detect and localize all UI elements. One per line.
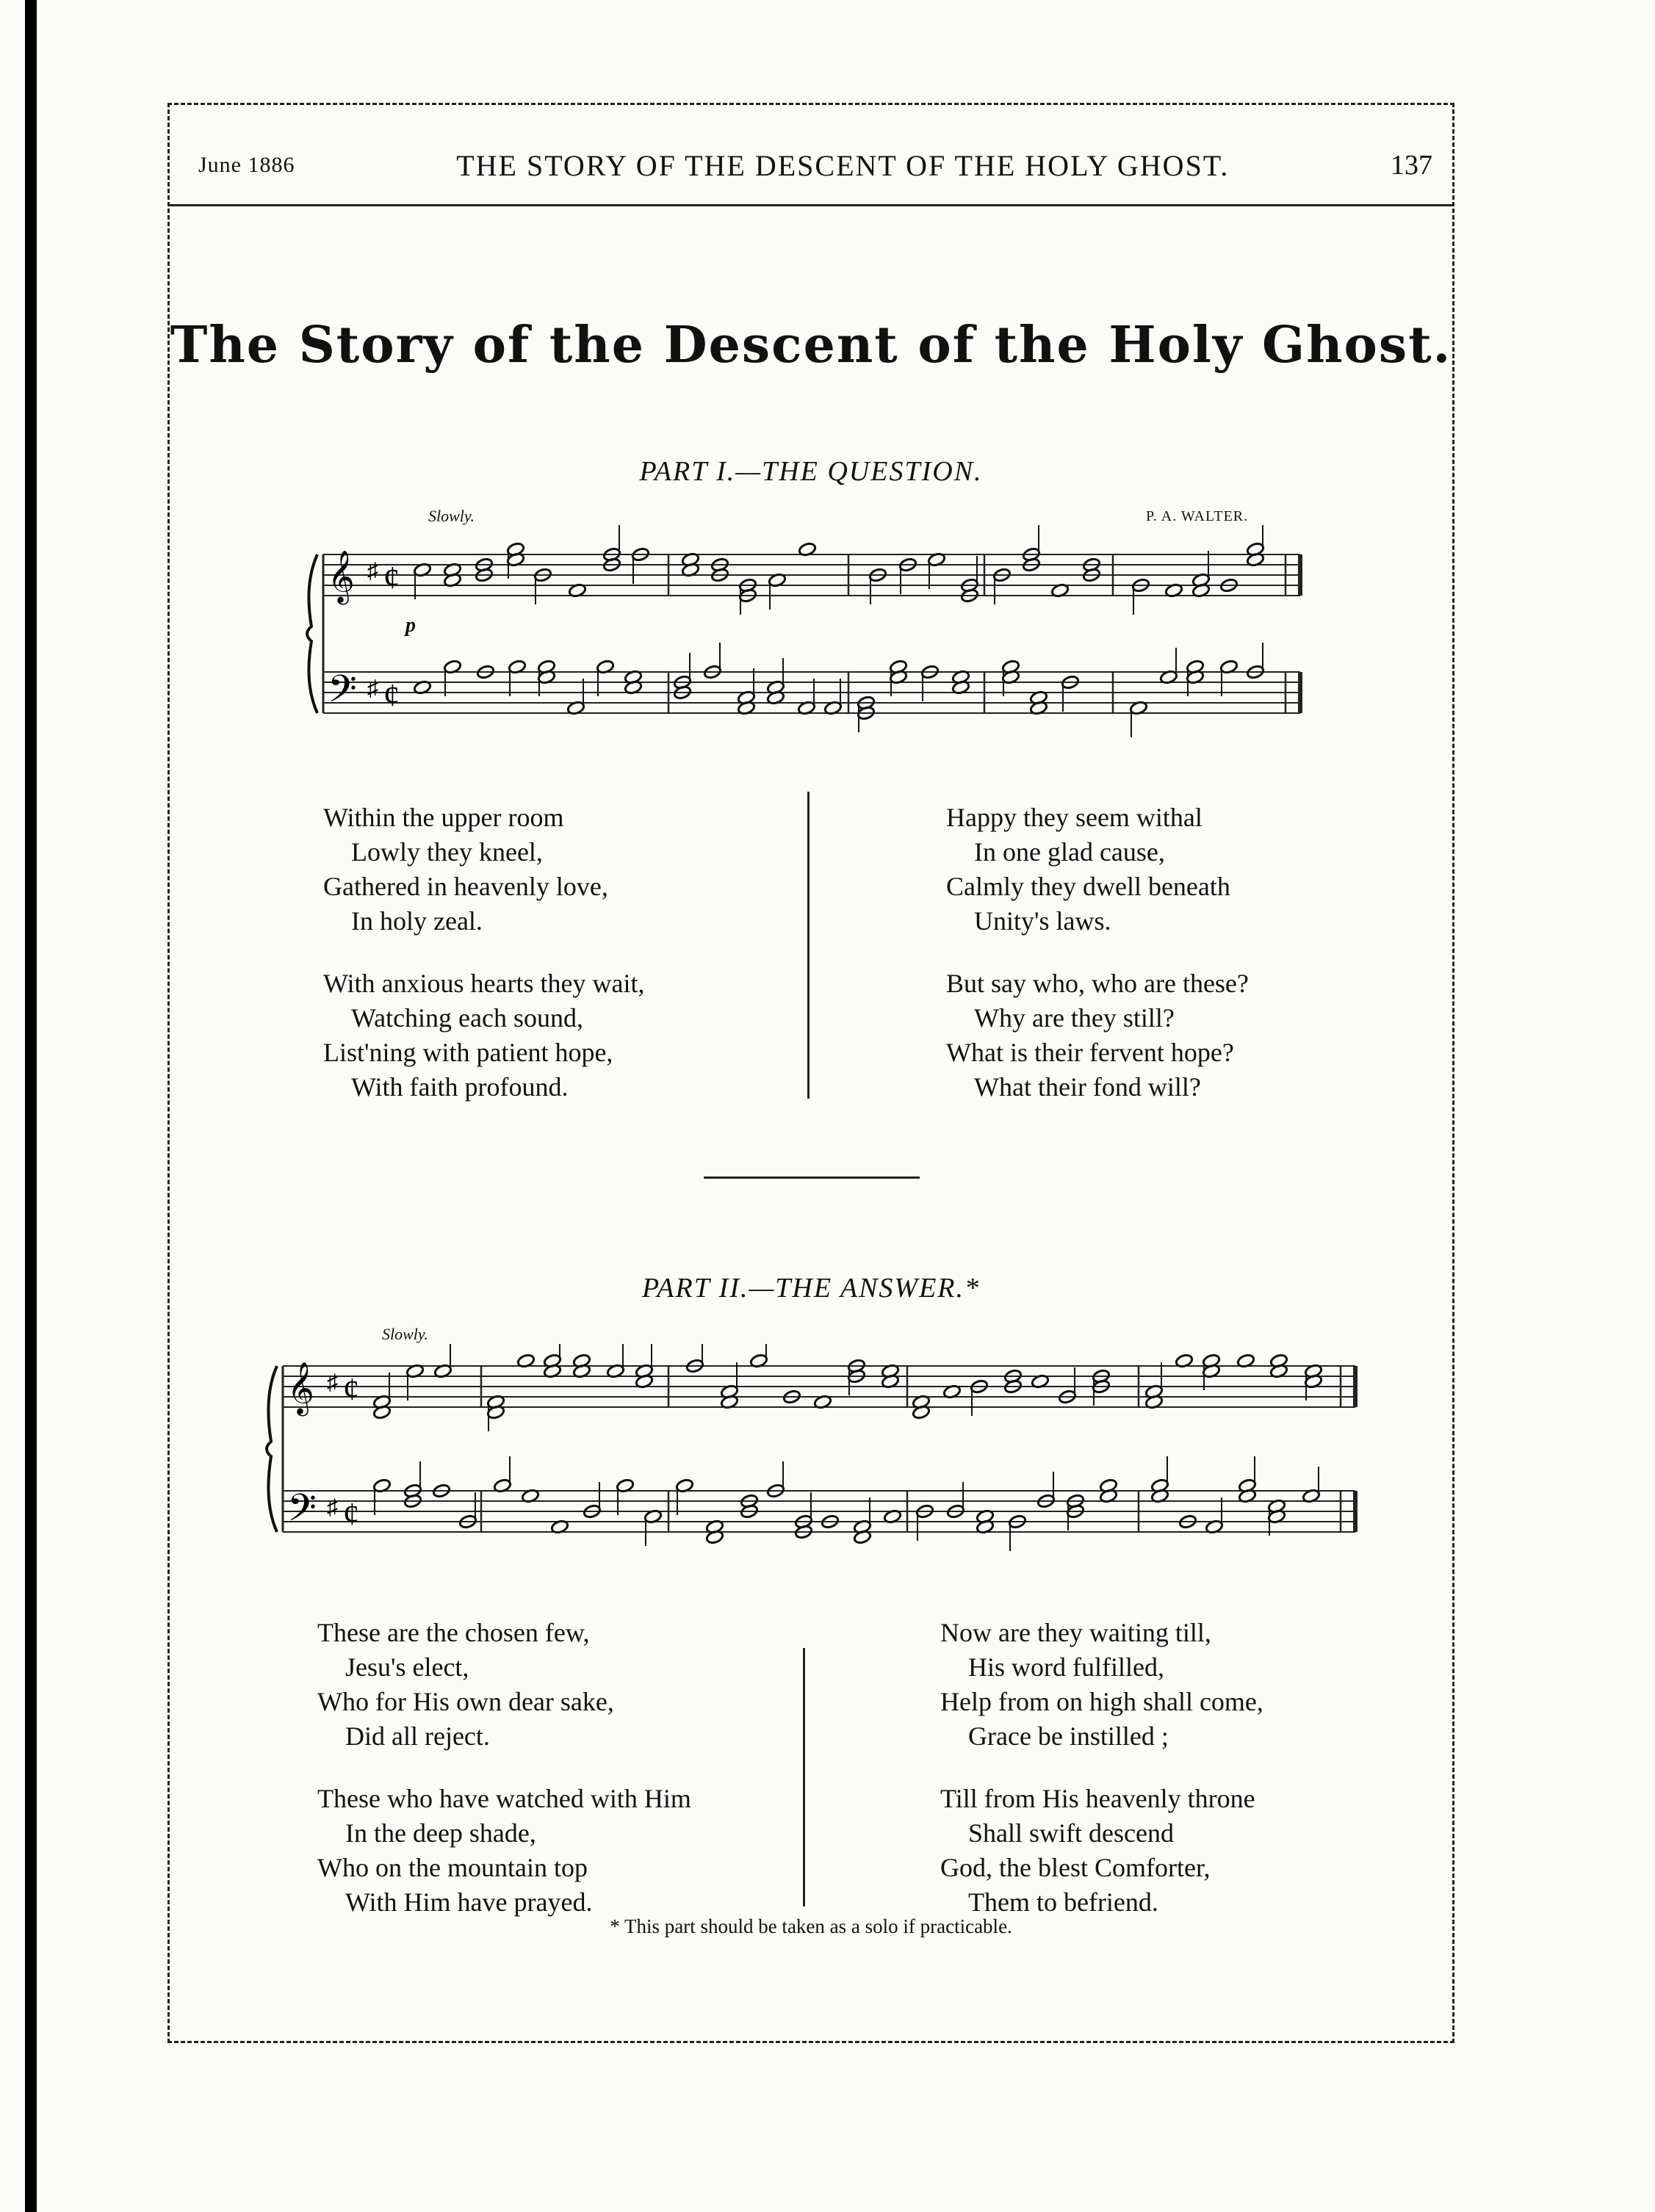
stanza <box>317 1616 691 1754</box>
sharp-icon: ♯ <box>327 1370 338 1395</box>
part1-composer: P. A. WALTER. <box>1146 508 1249 524</box>
verse-line: Unity's laws. <box>974 906 1111 936</box>
note-head <box>1238 1456 1256 1503</box>
note-head <box>823 679 842 715</box>
verse-line: Till from His heavenly throne <box>940 1784 1255 1813</box>
sharp-icon: ♯ <box>367 676 378 701</box>
note-head <box>596 659 614 696</box>
note-head <box>1219 659 1238 696</box>
verse-line: Now are they waiting till, <box>940 1618 1211 1647</box>
verse-line: What is their fervent hope? <box>946 1038 1234 1067</box>
note-head <box>433 1344 452 1378</box>
part2-heading: PART II.—THE ANSWER.* <box>641 1273 981 1304</box>
verse-line: Calmly they dwell beneath <box>946 872 1230 901</box>
note-head <box>768 573 786 610</box>
note-head <box>685 1344 704 1373</box>
part1-tempo: Slowly. <box>428 507 475 525</box>
part2-tempo: Slowly. <box>382 1325 428 1343</box>
note-head <box>506 542 524 579</box>
part1-left-verses <box>323 800 644 1132</box>
part1-score <box>301 525 1308 760</box>
verse-line: These are the chosen few, <box>317 1618 590 1647</box>
part1-column-divider <box>807 792 810 1099</box>
stanza <box>946 966 1249 1105</box>
cut-time-icon: ¢ <box>343 1496 359 1533</box>
verse-line: Shall swift descend <box>968 1818 1174 1848</box>
stanza <box>323 800 644 939</box>
verse-line: Help from on high shall come, <box>940 1687 1263 1716</box>
note-head <box>486 1395 505 1431</box>
note-head <box>566 679 585 715</box>
note-head <box>508 659 526 696</box>
note-head <box>624 670 642 695</box>
verse-line: Lowly they kneel, <box>351 837 543 867</box>
verse-line: In the deep shade, <box>345 1818 536 1848</box>
verse-line: Did all reject. <box>345 1721 490 1751</box>
note-head <box>1029 690 1048 716</box>
verse-line: In holy zeal. <box>351 906 483 936</box>
verse-line: Them to befriend. <box>968 1887 1158 1917</box>
verse-line: But say who, who are these? <box>946 969 1249 998</box>
note-head <box>675 1478 693 1515</box>
note-head <box>1003 1369 1022 1395</box>
note-head <box>1205 1497 1223 1534</box>
note-head <box>889 659 907 696</box>
note-head <box>1001 659 1020 696</box>
verse-line: His word fulfilled, <box>968 1652 1164 1682</box>
sharp-icon: ♯ <box>327 1495 338 1520</box>
note-head <box>927 552 945 589</box>
verse-line: Gathered in heavenly love, <box>323 872 608 901</box>
note-head <box>643 1509 662 1546</box>
verse-line: These who have watched with Him <box>317 1784 691 1813</box>
book-spine-edge <box>25 0 37 2212</box>
note-head <box>1186 659 1204 696</box>
bass-clef-icon: 𝄢 <box>287 1485 317 1539</box>
note-head <box>705 1519 724 1545</box>
verse-line: Jesu's elect, <box>345 1652 469 1682</box>
note-head <box>1129 701 1147 737</box>
part2-score <box>261 1344 1363 1564</box>
note-head <box>493 1456 511 1493</box>
note-head <box>543 1344 561 1378</box>
staff <box>323 643 1300 737</box>
verse-line: Within the upper room <box>323 803 564 832</box>
note-head <box>912 1395 930 1420</box>
note-head <box>881 1364 899 1389</box>
stanza <box>317 1782 691 1920</box>
verse-line: Happy they seem withal <box>946 803 1203 832</box>
cut-time-icon: ¢ <box>383 560 400 596</box>
part1-dynamic: p <box>405 614 416 637</box>
verse-line: With anxious hearts they wait, <box>323 969 645 998</box>
staff <box>283 1456 1355 1551</box>
treble-clef-icon: 𝄞 <box>287 1360 314 1414</box>
part1-heading: PART I.—THE QUESTION. <box>639 456 983 487</box>
note-head <box>1159 648 1178 684</box>
running-title: THE STORY OF THE DESCENT OF THE HOLY GHOST. <box>456 148 1230 182</box>
header-rule <box>167 204 1454 206</box>
verse-line: Why are they still? <box>974 1003 1175 1033</box>
page-number: 137 <box>1391 150 1432 181</box>
note-head <box>1202 1353 1220 1390</box>
verse-line: With faith profound. <box>351 1072 569 1102</box>
note-head <box>616 1478 634 1515</box>
verse-line: With Him have prayed. <box>345 1887 593 1917</box>
note-head <box>681 552 699 578</box>
part2-column-divider <box>803 1648 805 1906</box>
note-head <box>372 1478 391 1515</box>
note-head <box>703 643 721 679</box>
running-head <box>198 140 1432 191</box>
note-head <box>1082 557 1100 583</box>
note-head <box>1302 1467 1320 1503</box>
part2-left-verses <box>317 1616 691 1948</box>
brace-icon <box>267 1366 277 1532</box>
note-head <box>1304 1364 1322 1400</box>
note-head <box>951 670 970 695</box>
note-head <box>740 1494 758 1519</box>
footnote: * This part should be taken as a solo if practicable. <box>610 1915 1012 1937</box>
note-head <box>443 659 461 696</box>
treble-clef-icon: 𝄞 <box>328 549 355 603</box>
note-head <box>606 1344 624 1378</box>
bass-clef-icon: 𝄢 <box>328 666 357 720</box>
note-head <box>537 659 555 696</box>
note-head <box>1150 1456 1169 1503</box>
issue-date: June 1886 <box>198 153 295 177</box>
part2-right-verses <box>940 1616 1263 1948</box>
note-head <box>413 563 431 599</box>
note-head <box>1267 1499 1286 1536</box>
note-head <box>405 1364 424 1400</box>
note-head <box>1246 525 1264 567</box>
part1-right-verses <box>946 800 1249 1132</box>
staff <box>283 1344 1355 1431</box>
stanza <box>946 800 1249 939</box>
note-head <box>797 679 815 715</box>
note-head <box>749 1344 768 1368</box>
note-head <box>710 557 729 583</box>
verse-line: List'ning with patient hope, <box>323 1038 613 1067</box>
verse-line: Watching each sound, <box>351 1003 584 1033</box>
verse-line: God, the blest Comforter, <box>940 1853 1211 1882</box>
stanza <box>323 966 644 1105</box>
note-head <box>572 1353 591 1379</box>
cut-time-icon: ¢ <box>383 677 400 714</box>
section-separator <box>704 1177 920 1179</box>
note-head <box>1269 1353 1288 1379</box>
note-head <box>443 563 461 588</box>
note-head <box>475 557 493 583</box>
note-head <box>1246 643 1264 679</box>
verse-line: Who for His own dear sake, <box>317 1687 614 1716</box>
verse-line: Grace be instilled ; <box>968 1721 1169 1751</box>
verse-line: In one glad cause, <box>974 837 1165 867</box>
stanza <box>940 1782 1263 1920</box>
sharp-icon: ♯ <box>367 559 378 584</box>
article-title: The Story of the Descent of the Holy Ghost. <box>170 316 1452 375</box>
note-head <box>976 1509 994 1535</box>
cut-time-icon: ¢ <box>343 1371 359 1408</box>
verse-line: What their fond will? <box>974 1072 1201 1102</box>
brace-icon <box>307 554 317 713</box>
verse-line: Who on the mountain top <box>317 1853 588 1882</box>
note-head <box>766 1461 785 1498</box>
staff <box>323 525 1300 615</box>
note-head <box>1099 1478 1117 1504</box>
stanza <box>940 1616 1263 1754</box>
